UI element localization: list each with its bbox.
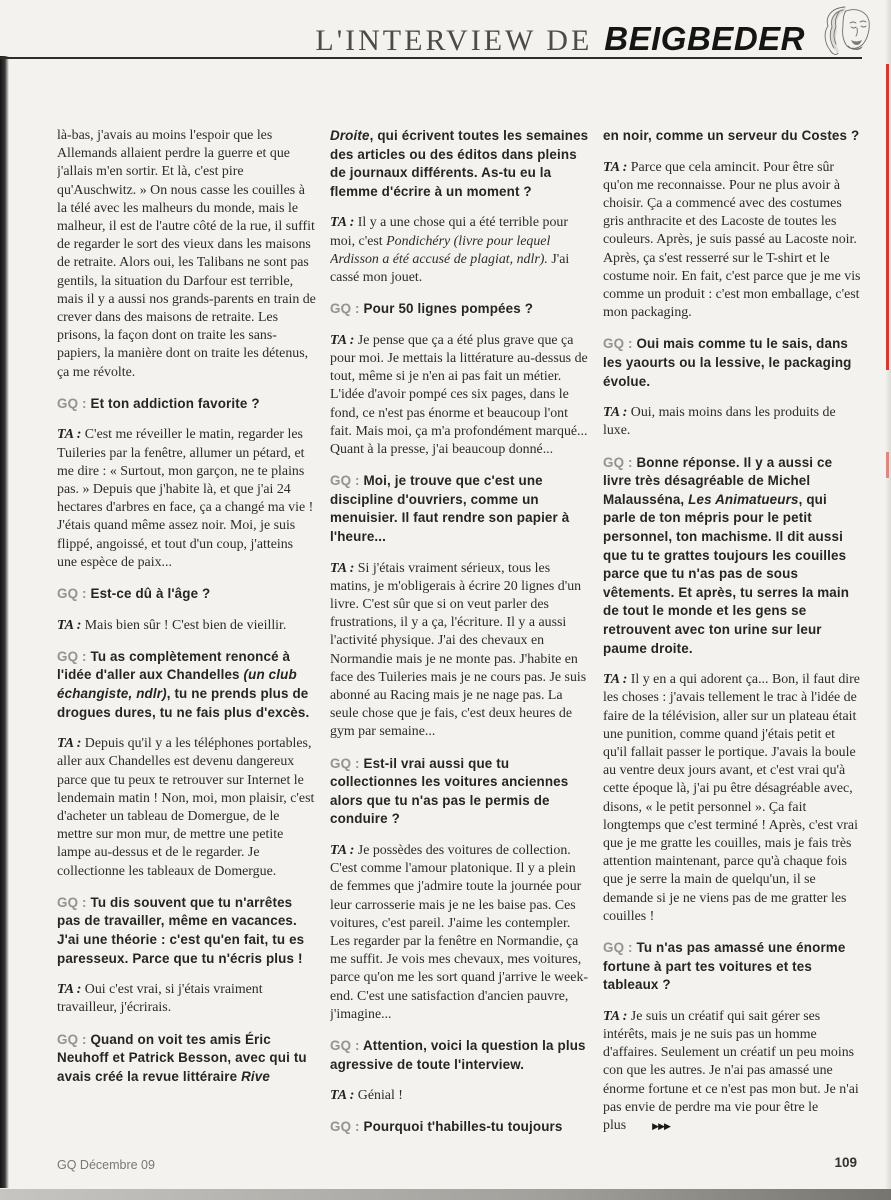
speaker-label: GQ : (603, 336, 637, 352)
answer-paragraph: TA : Je suis un créatif qui sait gérer ses intérêts, mais je ne suis pas un homme d'affaires. Seulement un créatif un peu moins con que les autres. Je n'ai pas amassé une énorme fortune et ce n'est pas mon but. Je n'ai pas envie de perdre ma vie pour être le plus ▶▶▶ (603, 1008, 862, 1135)
answer-paragraph: TA : Il y a une chose qui a été terrible pour moi, c'est Pondichéry (livre pour lequel Ardisson a été accusé de plagiat, ndlr). J'ai cassé mon jouet. (330, 214, 589, 287)
speaker-label: GQ : (57, 395, 91, 411)
speaker-label: GQ : (330, 301, 364, 317)
question-paragraph: GQ : Tu as complètement renoncé à l'idée d'aller aux Chandelles (un club échangiste, ndlr), tu ne prends plus de drogues dures, tu ne fais plus d'excès. (57, 648, 310, 720)
speaker-label: TA : (603, 672, 631, 688)
question-paragraph: GQ : Et ton addiction favorite ? (57, 395, 260, 411)
speaker-label: TA : (57, 427, 85, 443)
question-paragraph: GQ : Pourquoi t'habilles-tu toujours (330, 1119, 563, 1135)
beigbeder-portrait-sketch-icon (815, 2, 881, 60)
question-paragraph: Droite, qui écrivent toutes les semaines des articles ou des éditos dans pleins de journaux différents. As-tu eu la flemme d'écrire à un moment ? (330, 128, 589, 199)
speaker-label: TA : (330, 842, 358, 858)
speaker-label: GQ : (330, 1119, 364, 1135)
page-header (315, 20, 805, 58)
speaker-label: TA : (330, 332, 358, 348)
question-paragraph: GQ : Tu dis souvent que tu n'arrêtes pas de travailler, même en vacances. J'ai une théorie : c'est qu'en fait, tu es paresseux. Parce que tu n'écris plus ! (57, 894, 305, 966)
answer-paragraph: TA : Depuis qu'il y a les téléphones portables, aller aux Chandelles est devenu dangereux parce que tu peux te retrouver sur Internet le lendemain matin ! Non, moi, mon plaisir, c'est d'acheter un tableau de Domergue, de le mettre sur mon mur, de mettre une petite lampe au-dessus et de le regarder. Je collectionne les tableaux de Domergue. (57, 735, 316, 881)
speaker-label: TA : (330, 215, 358, 231)
speaker-label: TA : (330, 1088, 358, 1104)
speaker-label: GQ : (57, 648, 91, 664)
answer-paragraph: TA : Génial ! (330, 1087, 589, 1105)
footer-issue: GQ Décembre 09 (57, 1158, 155, 1172)
speaker-label: GQ : (330, 1038, 363, 1054)
red-margin-mark (886, 64, 889, 370)
answer-paragraph: TA : Oui c'est vrai, si j'étais vraiment travailleur, j'écrirais. (57, 981, 316, 1017)
question-paragraph: GQ : Tu n'as pas amassé une énorme fortune à part tes voitures et tes tableaux ? (603, 939, 846, 993)
speaker-label: TA : (603, 1008, 631, 1024)
speaker-label: TA : (57, 617, 85, 633)
header-rule (0, 57, 862, 59)
answer-paragraph: TA : Si j'étais vraiment sérieux, tous les matins, je m'obligerais à écrire 20 lignes d'un livre. C'est sûr que si on veut parler des frustrations, il y a ça, l'écriture. Il y a aussi l'activité physique. J'ai des chevaux en Normandie mais je ne monte pas. J'habite en face des Tuileries mais je ne cours pas. Je suis abonné au Racing mais je ne nage pas. La seule chose que je fais, c'est deux heures de gym par semaine... (330, 560, 589, 742)
question-paragraph: GQ : Moi, je trouve que c'est une discipline d'ouvriers, comme un menuisier. Il faut rendre son papier à l'heure... (330, 473, 570, 544)
header-title-light: L'INTERVIEW DE (315, 24, 593, 57)
bottom-scan-edge (0, 1189, 891, 1200)
answer-paragraph: là-bas, j'avais au moins l'espoir que les Allemands allaient perdre la guerre et que j'allais m'en sortir. Et là, c'est pire qu'Auschwitz. » On nous casse les couilles à la télé avec les malheurs du monde, mais le malheur, il est de l'autre côté de la rue, il suffit de regarder le sort des vieux dans les maisons de retraite. Alors oui, les Talibans ne sont pas gentils, la situation du Darfour est terrible, mais il y a aussi nos grands-parents en train de crever dans des maisons de retraite. Les prisons, la façon dont on traite les sans-papiers, la manière dont on traite les détenus, ça me révolte. (57, 127, 316, 382)
question-paragraph: GQ : Est-il vrai aussi que tu collectionnes les voitures anciennes alors que tu n'as pas le permis de conduire ? (330, 755, 569, 827)
question-paragraph: GQ : Est-ce dû à l'âge ? (57, 586, 211, 602)
answer-paragraph: TA : Je pense que ça a été plus grave que ça pour moi. Je mettais la littérature au-dessus de tout, même si je n'en ai pas fait un métier. L'idée d'avoir pompé ces six pages, dans le fond, ce n'est pas énorme et beaucoup l'ont fait. Mais moi, ça m'a profondément marqué... Quant à la presse, j'ai beaucoup donné... (330, 332, 589, 459)
speaker-label: GQ : (330, 473, 364, 489)
continuation-arrows-icon: ▶▶▶ (652, 1120, 670, 1131)
answer-paragraph: TA : Je possèdes des voitures de collection. C'est comme l'amour platonique. Il y a plein de femmes que j'admire toute la journée pour leur carrosserie mais je ne les baise pas. Ces voitures, c'est pareil. J'aime les contempler. Les regarder par la fenêtre en Normandie, ça me suffit. Je vois mes chevaux, mes voitures, parce qu'on me les sort quand j'arrive le week-end. C'est une satisfaction d'ancien pauvre, j'imagine... (330, 842, 589, 1024)
article-columns (57, 127, 863, 1157)
question-paragraph: GQ : Pour 50 lignes pompées ? (330, 301, 534, 317)
question-paragraph: GQ : Attention, voici la question la plus agressive de toute l'interview. (330, 1038, 586, 1072)
footer-page-number: 109 (834, 1155, 857, 1170)
speaker-label: TA : (57, 982, 85, 998)
question-paragraph: GQ : Bonne réponse. Il y a aussi ce livre très désagréable de Michel Malausséna, Les Animatueurs, qui parle de ton mépris pour le petit personnel, ton machisme. Il dit aussi que tu te grattes toujours les couilles parce que tu n'as pas de sous vêtements. Et après, tu serres la main de tout le monde et les gens se retrouvent avec ton urine sur leur paume droite. (603, 454, 850, 656)
header-title-bold: BEIGBEDER (604, 20, 805, 57)
answer-paragraph: TA : Oui, mais moins dans les produits de luxe. (603, 404, 862, 440)
left-scan-edge (0, 56, 9, 1188)
answer-paragraph: TA : C'est me réveiller le matin, regarder les Tuileries par la fenêtre, allumer un pétard, et me dire : « Surtout, mon garçon, ne te plains pas. » Depuis que j'habite là, et que j'ai 24 hectares d'arbres en face, ça a changé ma vie ! J'étais quand même assez noir. Moi, je suis flippé, angoissé, et tout d'un coup, j'atteins une espèce de paix... (57, 426, 316, 572)
answer-paragraph: TA : Parce que cela amincit. Pour être sûr qu'on me reconnaisse. Pour ne plus avoir à choisir. Ça a commencé avec des costumes gris anthracite et des Lacoste de toutes les couleurs. Après, je suis passé au Lacoste noir. Après, ça s'est resserré sur le T-shirt et le costume noir. En fait, c'est parce que je me vis comme un produit : c'est mon emballage, c'est mon packaging. (603, 159, 862, 323)
speaker-label: GQ : (330, 755, 364, 771)
answer-paragraph: TA : Il y en a qui adorent ça... Bon, il faut dire les choses : j'avais tellement le trac à l'idée de faire de la télévision, aller sur un plateau était une punition, comme quand j'étais petit et qu'il fallait passer le portique. J'avais la boule au ventre deux jours avant, et c'est vrai qu'à cette époque là, j'ai pu être désagréable avec, disons, « le petit personnel ». Ça fait longtemps que c'est terminé ! Après, c'est vrai que je me gratte les couilles, mais je fais très attention maintenant, parce qu'à chaque fois que je serre la main de quelqu'un, il se demande si je ne viens pas de me gratter les couilles ! (603, 671, 862, 926)
question-paragraph: GQ : Oui mais comme tu le sais, dans les yaourts ou la lessive, le packaging évolue. (603, 336, 852, 389)
answer-paragraph: TA : Mais bien sûr ! C'est bien de vieillir. (57, 617, 316, 635)
speaker-label: TA : (57, 736, 85, 752)
speaker-label: TA : (330, 560, 358, 576)
column-2 (330, 127, 589, 1157)
speaker-label: TA : (603, 405, 631, 421)
red-margin-mark-small (886, 452, 889, 478)
column-3 (603, 127, 862, 1157)
speaker-label: GQ : (603, 454, 637, 470)
speaker-label: GQ : (57, 894, 91, 910)
speaker-label: GQ : (57, 586, 91, 602)
speaker-label: TA : (603, 159, 631, 175)
question-paragraph: en noir, comme un serveur du Costes ? (603, 128, 860, 143)
speaker-label: GQ : (57, 1031, 91, 1047)
speaker-label: GQ : (603, 939, 637, 955)
question-paragraph: GQ : Quand on voit tes amis Éric Neuhoff et Patrick Besson, avec qui tu avais créé la revue littéraire Rive (57, 1031, 307, 1084)
column-1 (57, 127, 316, 1157)
